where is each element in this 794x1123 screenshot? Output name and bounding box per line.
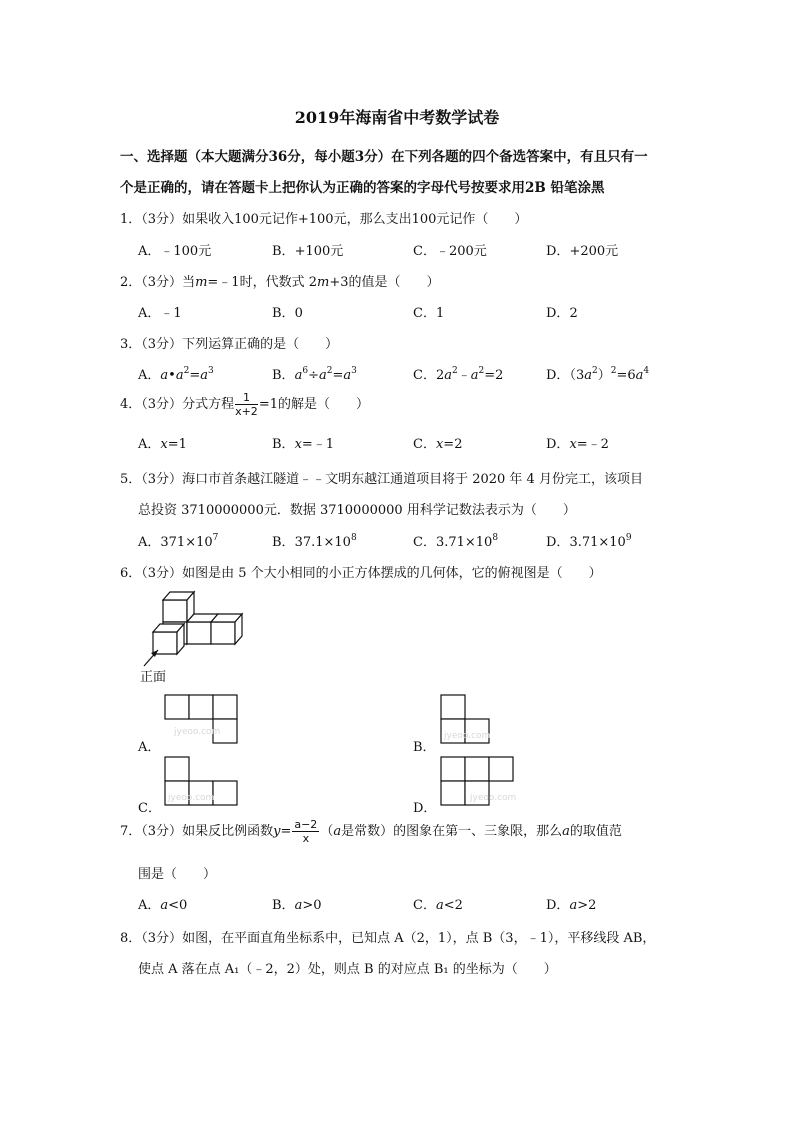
question-3: 3．（3分）下列运算正确的是（ ） [120,337,339,352]
q2-option-b: B．0 [272,306,303,321]
q7-option-b: B．a>0 [272,898,322,913]
q5-option-c: C．$3.71\times 10^8$ [413,533,499,550]
q4-option-a: A．x=1 [138,437,187,452]
q1-option-c: C．﹣200元 [413,244,487,259]
front-label: 正面 [140,670,167,685]
question-5-line2: 总投资 3710000000元．数据 3710000000 用科学记数法表示为（ ） [138,503,576,518]
q2-option-a: A．﹣1 [138,306,182,321]
page-title: 2019年海南省中考数学试卷 [294,108,500,127]
q1-option-b: B．+100元 [272,244,344,259]
question-7: 7．（3分）如果反比例函数y= $\frac{a-2}{x}$ （a是常数）的图象在第一、三象限，那么a的取值范 [120,818,622,845]
fraction: $\frac{a-2}{x}$ [294,818,318,845]
svg-text:jyeoo.com: jyeoo.com [174,727,221,737]
q1-option-d: D．+200元 [546,244,619,259]
q6-grid-d [440,756,520,808]
q5-option-d: D．$3.71\times 10^9$ [546,533,632,550]
cube [211,614,242,644]
question-text: 如果收入100元记作+100元，那么支出100元记作（ ） [182,212,528,227]
q6-grid-c [164,756,244,808]
question-number: 1． [120,212,142,227]
q6-option-a: A． [138,740,161,755]
q6-grid-a [164,694,244,746]
q6-option-b: B． [413,740,436,755]
q2-option-c: C．1 [413,306,445,321]
q7-option-a: A．a<0 [138,898,188,913]
q6-grid-b [440,694,520,746]
q5-option-a: A．$371\times 10^7$ [138,533,219,550]
q4-option-c: C．x=2 [413,437,463,452]
question-6: 6．（3分）如图是由 5 个大小相同的小正方体摆成的几何体，它的俯视图是（ ） [120,566,602,581]
question-5: 5．（3分）海口市首条越江隧道﹣﹣文明东越江通道项目将于 2020 年 4 月份完工，该项目 [120,472,643,487]
cube [153,624,184,654]
q1-option-a: A．﹣100元 [138,244,212,259]
q3-option-b: B．$a^6\div a^2=a^3$ [272,366,357,383]
svg-text:jyeoo.com: jyeoo.com [168,793,215,803]
q4-option-d: D．x=﹣2 [546,437,609,452]
cube [163,592,194,622]
q5-option-b: B．$37.1\times 10^8$ [272,533,357,550]
q6-option-c: C． [138,801,161,816]
svg-text:jyeoo.com: jyeoo.com [470,793,517,803]
section-heading-line1: 一、选择题（本大题满分36分，每小题3分）在下列各题的四个备选答案中，有且只有一 [120,149,648,165]
q7-option-c: C．a<2 [413,898,463,913]
q3-option-a: A．$a•a^2=a^3$ [138,366,214,383]
question-8-line2: 使点 A 落在点 A₁（﹣2，2）处，则点 B 的对应点 B₁ 的坐标为（ ） [138,962,557,977]
fraction: $\frac{1}{x+2}$ [235,391,258,418]
question-4: 4．（3分）分式方程 $\frac{1}{x+2}$ =1的解是（ ） [120,391,369,418]
svg-text:jyeoo.com: jyeoo.com [444,731,491,741]
q7-option-d: D．a>2 [546,898,597,913]
question-8: 8．（3分）如图，在平面直角坐标系中，已知点 A（2，1），点 B（3，﹣1），平移线段 AB， [120,931,656,946]
q6-option-d: D． [413,801,437,816]
question-7-line2: 围是（ ） [138,867,217,882]
question-2: 2．（3分）当m=﹣1时，代数式 2m+3的值是（ ） [120,275,440,290]
q3-option-c: C．$2a^2﹣a^2=2$ [413,366,504,383]
q2-option-d: D．2 [546,306,578,321]
section-heading-line2: 个是正确的，请在答题卡上把你认为正确的答案的字母代号按要求用2B 铅笔涂黑 [120,180,605,196]
question-score: （3分） [141,212,183,227]
q4-option-b: B．x=﹣1 [272,437,335,452]
q3-option-d: D．$(3a^2)^2=6a^4$ [546,366,650,383]
question-1 [120,208,527,227]
